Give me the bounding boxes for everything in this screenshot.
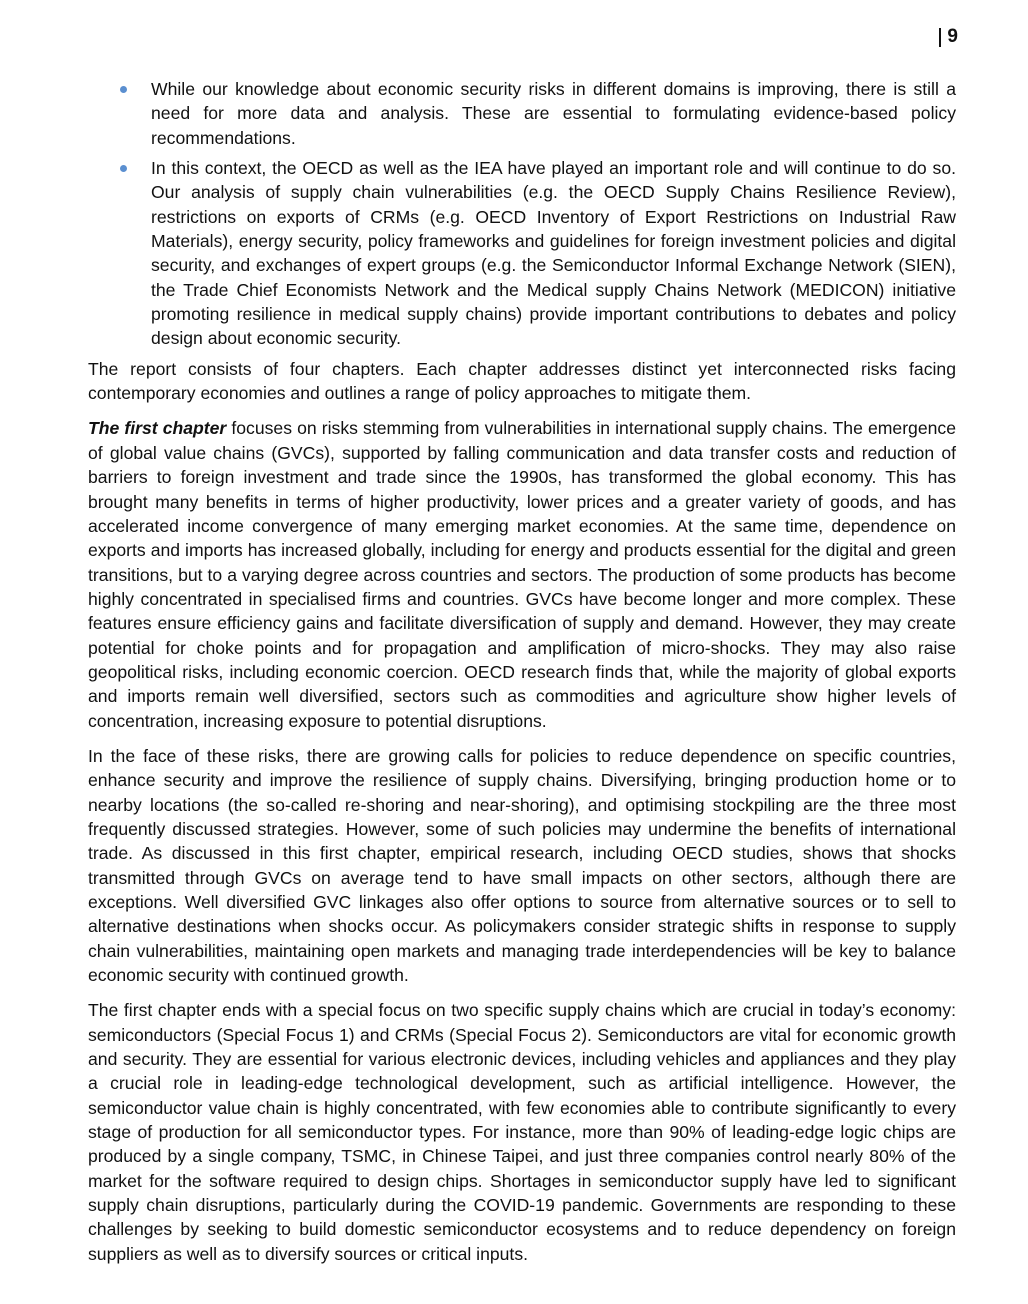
bullet-text: While our knowledge about economic security risks in different domains is improving, there is still a need for more data and analysis. These are essential to formulating evidence-based policy recommendations. (151, 79, 956, 148)
paragraph-special-focus (88, 998, 956, 1266)
paragraph-text: The first chapter ends with a special focus on two specific supply chains which are crucial in today’s economy: semiconductors (Special Focus 1) and CRMs (Special Focus 2). Semiconductors are vital for economic growth and security. They are essential for various electronic devices, including vehicles and appliances and they play a crucial role in leading-edge technological development, such as artificial intelligence. However, the semiconductor value chain is highly concentrated, with few economies able to contribute significantly to every stage of production for all semiconductor types. For instance, more than 90% of leading-edge logic chips are produced by a single company, TSMC, in Chinese Taipei, and just three companies control nearly 80% of the market for the software required to design chips. Shortages in semiconductor supply have led to significant supply chain disruptions, particularly during the COVID-19 pandemic. Governments are responding to these challenges by seeking to build domestic semiconductor ecosystems and to reduce dependency on foreign suppliers as well as to diversify sources or critical inputs. (88, 1000, 956, 1264)
paragraph-text: In the face of these risks, there are growing calls for policies to reduce dependence on specific countries, enhance security and improve the resilience of supply chains. Diversifying, bringing production home or to nearby locations (the so-called re-shoring and near-shoring), and optimising stockpiling are the three most frequently discussed strategies. However, some of such policies may undermine the benefits of international trade. As discussed in this first chapter, empirical research, including OECD studies, shows that shocks transmitted through GVCs on average tend to have small impacts on other sectors, although there are exceptions. Well diversified GVC linkages also offer options to source from alternative sources or to sell to alternative destinations when shocks occur. As policymakers consider strategic shifts in response to supply chain vulnerabilities, maintaining open markets and managing trade interdependencies will be key to balance economic security with continued growth. (88, 745, 956, 986)
paragraph-text: focuses on risks stemming from vulnerabilities in international supply chains. The emergence of global value chains (GVCs), supported by falling communication and data transfer costs and reduction of barriers to foreign investment and trade since the 1990s, has transformed the global economy. This has brought many benefits in terms of higher productivity, lower prices and a greater variety of goods, and has accelerated income convergence of many emerging market economies. At the same time, dependence on exports and imports has increased globally, including for energy and products essential for the digital and green transitions, but to a varying degree across countries and sectors. The production of some products has become highly concentrated in specialised firms and countries. GVCs have become longer and more complex. These features ensure efficiency gains and facilitate diversification of supply and demand. However, they may create potential for choke points and for propagation and amplification of micro-shocks. They may also raise geopolitical risks, including economic coercion. OECD research finds that, while the majority of global exports and imports remain well diversified, sectors such as commodities and agriculture show higher levels of concentration, increasing exposure to potential disruptions. (88, 418, 956, 731)
page-number-value: 9 (947, 26, 958, 47)
bullet-dot-icon (120, 165, 127, 172)
paragraph-lead-emphasis: The first chapter (88, 418, 227, 439)
paragraph-report-overview (88, 357, 956, 406)
bullet-item-data-needs (88, 77, 956, 150)
bullet-list (88, 77, 956, 351)
bullet-item-oecd-iea-role (88, 156, 956, 351)
paragraph-text: The report consists of four chapters. Each chapter addresses distinct yet interconnected risks facing contemporary economies and outlines a range of policy approaches to mitigate them. (88, 358, 956, 404)
bullet-text: In this context, the OECD as well as the IEA have played an important role and will continue to do so. Our analysis of supply chain vulnerabilities (e.g. the OECD Supply Chains Resilience Review), restrictions on exports of CRMs (e.g. OECD Inventory of Export Restrictions on Industrial Raw Materials), energy security, policy frameworks and guidelines for foreign investment policies and digital security, and exchanges of expert groups (e.g. the Semiconductor Informal Exchange Network (SIEN), the Trade Chief Economists Network and the Medical supply Chains Network (MEDICON) initiative promoting resilience in medical supply chains) provide important contributions to debates and policy design about economic security. (151, 158, 956, 349)
paragraph-first-chapter (88, 416, 956, 732)
bullet-dot-icon (120, 86, 127, 93)
page-number-divider (939, 28, 941, 47)
document-body (88, 77, 956, 1277)
page-number (939, 24, 958, 50)
paragraph-policy-responses (88, 744, 956, 987)
